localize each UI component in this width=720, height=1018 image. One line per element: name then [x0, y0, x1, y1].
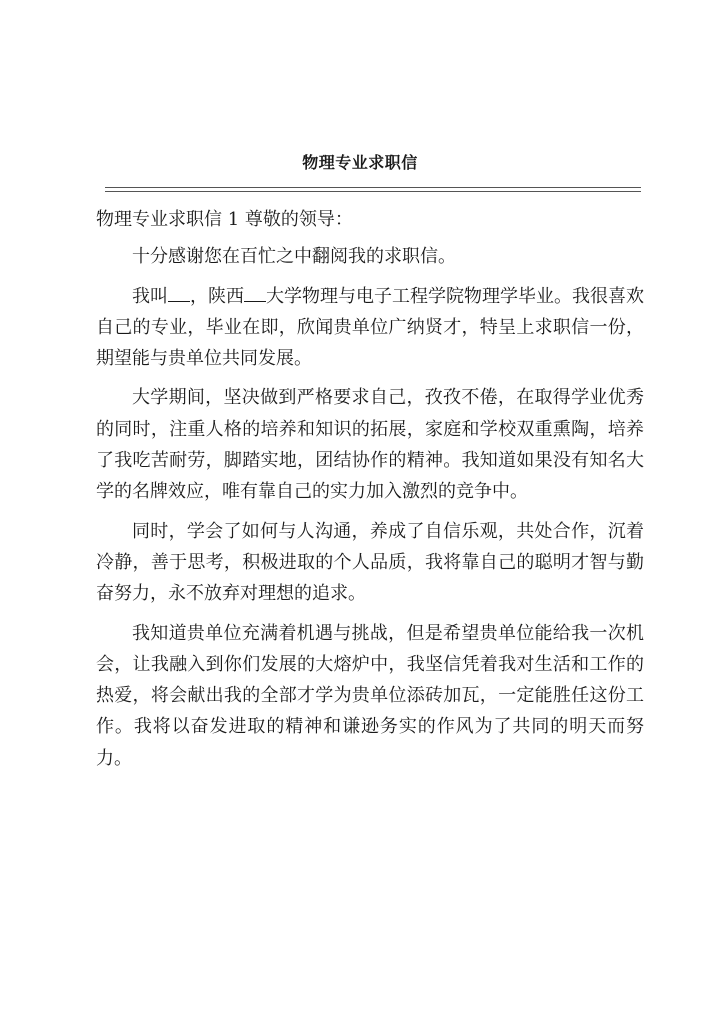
university-blank	[244, 283, 266, 302]
document-body	[96, 204, 644, 782]
paragraph-3: 大学期间，坚决做到严格要求自己，孜孜不倦，在取得学业优秀的同时，注重人格的培养和知识的拓展，家庭和学校双重熏陶，培养了我吃苦耐劳，脚踏实地，团结协作的精神。我知道如果没有知名大学的名牌效应，唯有靠自己的实力加入激烈的竞争中。	[96, 387, 644, 503]
paragraph-4: 同时，学会了如何与人沟通，养成了自信乐观，共处合作，沉着冷静，善于思考，积极进取的个人品质，我将靠自己的聪明才智与勤奋努力，永不放弃对理想的追求。	[96, 520, 644, 605]
name-blank	[168, 283, 190, 302]
paragraph-1: 十分感谢您在百忙之中翻阅我的求职信。	[132, 246, 456, 268]
paragraph-2-part-3: 大学物理与电子工程学院物理学毕业。我很喜欢自己的专业，毕业在即，欣闻贵单位广纳贤才，特呈上求职信一份，期望能与贵单位共同发展。	[96, 285, 644, 370]
paragraph-2-part-2: ，陕西	[190, 285, 244, 307]
paragraph-2	[96, 281, 644, 375]
page-title: 物理专业求职信	[302, 153, 418, 172]
paragraph-5: 我知道贵单位充满着机遇与挑战，但是希望贵单位能给我一次机会，让我融入到你们发展的大熔炉中，我坚信凭着我对生活和工作的热爱，将会献出我的全部才学为贵单位添砖加瓦，一定能胜任这份工作。我将以奋发进取的精神和谦逊务实的作风为了共同的明天而努力。	[96, 622, 644, 769]
opening-line: 物理专业求职信 1 尊敬的领导：	[96, 209, 353, 230]
title-divider	[105, 187, 641, 192]
paragraph-2-part-1: 我叫	[132, 285, 168, 307]
